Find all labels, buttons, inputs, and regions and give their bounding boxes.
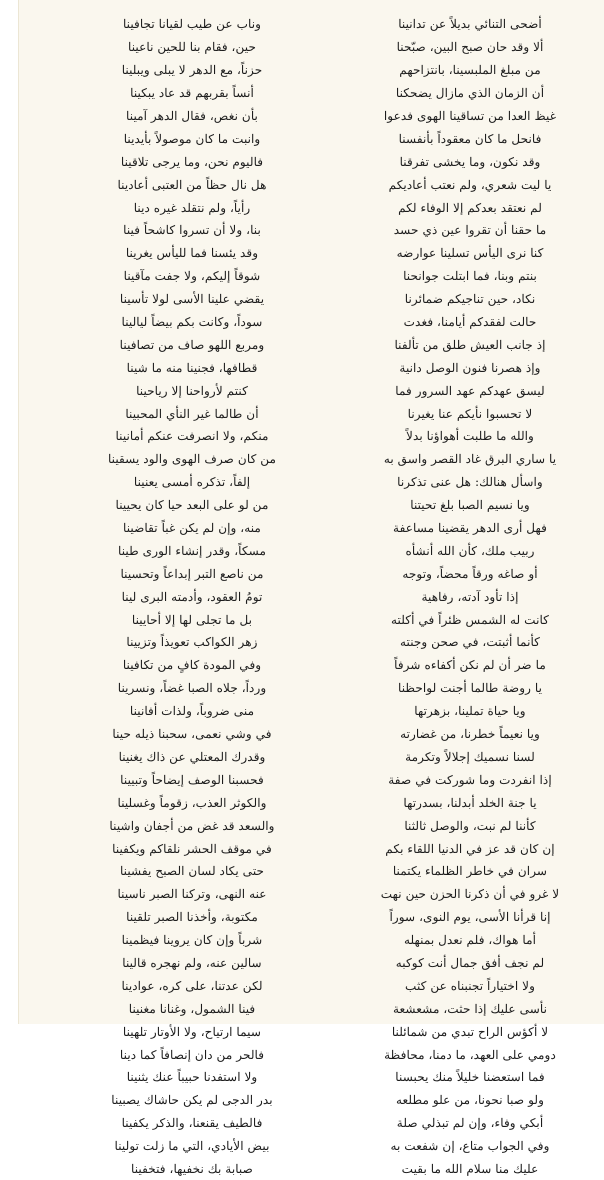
verse-first-hemistich: ربيب ملك، كأن الله أنشأه: [405, 543, 535, 558]
verse-second-hemistich: بل ما تجلى لها إلا أحايينا: [131, 612, 253, 627]
verse-second-hemistich: يقضي علينا الأسى لولا تأسينا: [119, 292, 265, 307]
verse-line: [19, 36, 604, 59]
verse-first-hemistich: أما هواك، فلم نعدل بمنهله: [403, 933, 536, 948]
verse-line: [19, 425, 604, 448]
verse-line: [19, 539, 604, 562]
verse-first-hemistich: إنا قرأنا الأسى، يوم النوى، سوراً: [389, 910, 551, 925]
verse-line: [19, 517, 604, 540]
verse-line: [19, 906, 604, 929]
verse-line: [19, 219, 604, 242]
verse-line: [19, 59, 604, 82]
verse-second-hemistich: فينا الشمول، وغنانا مغنينا: [128, 1001, 256, 1016]
verse-first-hemistich: يا روضة طالما أجنت لواحظنا: [397, 681, 543, 696]
verse-second-hemistich: منى ضروباً، ولذات أفانينا: [129, 704, 255, 719]
verse-first-hemistich: نأسى عليك إذا حثت، مشعشعة: [392, 1001, 548, 1016]
verse-first-hemistich: لا تحسبوا نأيكم عنا يغيرنا: [407, 406, 533, 421]
verse-first-hemistich: إذا انفردت وما شوركت في صفة: [388, 772, 552, 787]
verse-second-hemistich: بأن نغص، فقال الدهر آمينا: [126, 109, 258, 123]
verse-second-hemistich: أنساً بقربهم قد عاد يبكينا: [130, 86, 254, 101]
verse-first-hemistich: إن كان قد عز في الدنيا اللقاء بكم: [385, 841, 555, 856]
verse-line: [19, 288, 604, 311]
verse-line: [19, 952, 604, 975]
verse-second-hemistich: سالين عنه، ولم نهجره قالينا: [122, 955, 262, 970]
verse-line: [19, 654, 604, 677]
verse-second-hemistich: وناب عن طيب لقيانا تجافينا: [122, 17, 262, 32]
verse-second-hemistich: سوداً، وكانت بكم بيضاً ليالينا: [121, 315, 263, 330]
verse-line: [19, 265, 604, 288]
verse-line: [19, 677, 604, 700]
verse-line: [19, 13, 604, 36]
poem-page: [18, 0, 604, 1176]
verse-second-hemistich: شوقاً إليكم، ولا جفت مآقينا: [123, 269, 261, 284]
verse-second-hemistich: أن طالما غير النأي المحبينا: [125, 406, 259, 421]
verse-line: [19, 585, 604, 608]
verse-second-hemistich: تومُ العقود، وأدمته البرى لينا: [121, 589, 263, 604]
verse-first-hemistich: ولا اختياراً تجنبناه عن كثب: [405, 978, 535, 993]
verse-first-hemistich: ويا نعيماً خطرنا، من غضارته: [400, 727, 540, 742]
verse-second-hemistich: بنا، ولا أن تسروا كاشحاً فينا: [123, 223, 261, 238]
verse-line: [19, 997, 604, 1020]
verse-first-hemistich: لا غرو في أن ذكرنا الحزن حين نهت: [380, 887, 560, 902]
verse-second-hemistich: لكن عدتنا، على كره، عوادينا: [121, 978, 263, 993]
verse-second-hemistich: صبابة بك نخفيها، فتخفينا: [131, 1161, 253, 1176]
verse-first-hemistich: والله ما طلبت أهواؤنا بدلاً: [406, 429, 534, 444]
verse-line: [19, 82, 604, 105]
verse-second-hemistich: شرباً وإن كان يروينا فيظمينا: [121, 933, 263, 948]
verse-second-hemistich: ورداً، جلاه الصبا غضاً، ونسرينا: [117, 681, 267, 696]
verse-first-hemistich: إذ جانب العيش طلق من تألفنا: [394, 337, 546, 352]
verse-first-hemistich: لسنا نسميك إجلالاً وتكرمة: [405, 749, 535, 764]
verse-first-hemistich: لا أكؤس الراح تبدي من شمائلنا: [391, 1024, 549, 1039]
verse-first-hemistich: عليك منا سلام الله ما بقيت: [401, 1161, 539, 1176]
verse-line: [19, 105, 604, 128]
verse-second-hemistich: فاليوم نحن، وما يرجى تلاقينا: [120, 154, 264, 169]
verse-first-hemistich: ليسق عهدكم عهد السرور فما: [395, 383, 545, 398]
verse-line: [19, 746, 604, 769]
verse-second-hemistich: حتى يكاد لسان الصبح يفشينا: [119, 864, 265, 879]
verse-first-hemistich: فهل أرى الدهر يقضينا مساعفة: [393, 521, 547, 536]
verse-second-hemistich: حين، فقام بنا للحين ناعينا: [128, 40, 256, 55]
verse-second-hemistich: والكوثر العذب، زقوماً وغسلينا: [117, 795, 267, 810]
verse-second-hemistich: حزناً، مع الدهر لا يبلى ويبلينا: [121, 63, 263, 78]
verse-second-hemistich: فحسبنا الوصف إيضاحاً وتبيينا: [120, 772, 264, 787]
verse-line: [19, 196, 604, 219]
verse-line: [19, 402, 604, 425]
verse-line: [19, 562, 604, 585]
verse-first-hemistich: فما استعضنا خليلاً منك يحبسنا: [395, 1070, 545, 1085]
verse-first-hemistich: يا ليت شعري، ولم نعتب أعاديكم: [388, 177, 552, 192]
verse-second-hemistich: منه، وإن لم يكن غباً تقاضينا: [123, 521, 261, 536]
verse-second-hemistich: من كان صرف الهوى والود يسقينا: [107, 452, 277, 467]
verse-second-hemistich: ولا استفدنا حبيباً عنك يثنينا: [126, 1070, 258, 1085]
verse-second-hemistich: في وشي نعمى، سحبنا ذيله حينا: [112, 727, 272, 742]
verse-first-hemistich: ويا حياة تملينا، بزهرتها: [414, 704, 526, 719]
verse-first-hemistich: يا جنة الخلد أبدلنا، بسدرتها: [403, 795, 537, 810]
verse-second-hemistich: فالحر من دان إنصافاً كما دينا: [119, 1047, 265, 1062]
verse-line: [19, 860, 604, 883]
verse-line: [19, 700, 604, 723]
verse-first-hemistich: ويا نسيم الصبا بلغ تحيتنا: [410, 498, 530, 513]
verse-first-hemistich: فانحل ما كان معقوداً بأنفسنا: [398, 131, 542, 146]
verse-line: [19, 379, 604, 402]
verse-first-hemistich: كانت له الشمس ظئراً في أكلته: [391, 612, 549, 627]
verse-first-hemistich: وفي الجواب متاع، إن شفعت به: [390, 1139, 550, 1154]
verse-line: [19, 1112, 604, 1135]
verse-second-hemistich: سيما ارتياح، ولا الأوتار تلهينا: [122, 1024, 262, 1039]
verse-line: [19, 150, 604, 173]
verse-first-hemistich: كنا نرى اليأس تسلينا عوارضه: [396, 246, 544, 261]
verse-first-hemistich: ولو صبا نحونا، من علو مطلعه: [396, 1093, 544, 1108]
verse-first-hemistich: حالت لفقدكم أيامنا، فغدت: [403, 315, 537, 330]
verse-line: [19, 723, 604, 746]
verse-second-hemistich: من لو على البعد حيا كان يحيينا: [115, 498, 269, 513]
verse-second-hemistich: قطافها، فجنينا منه ما شينا: [126, 360, 258, 375]
verse-second-hemistich: من ناصع التبر إبداعاً وتحسينا: [120, 566, 264, 581]
verse-second-hemistich: وانبت ما كان موصولاً بأيدينا: [123, 131, 261, 146]
verse-line: [19, 791, 604, 814]
verse-first-hemistich: ما حقنا أن تقروا عين ذي حسد: [393, 223, 547, 238]
verse-line: [19, 631, 604, 654]
verse-line: [19, 356, 604, 379]
verse-second-hemistich: في موقف الحشر نلقاكم ويكفينا: [112, 841, 272, 856]
verse-line: [19, 1043, 604, 1066]
verse-line: [19, 494, 604, 517]
verse-second-hemistich: ومربع اللهو صاف من تصافينا: [119, 337, 265, 352]
verse-first-hemistich: ألا وقد حان صبح البين، صبّحنا: [396, 40, 544, 55]
verse-first-hemistich: واسأل هنالك: هل عنى تذكرنا: [397, 475, 543, 490]
verse-first-hemistich: دومي على العهد، ما دمنا، محافظة: [384, 1047, 556, 1062]
verse-first-hemistich: وقد نكون، وما يخشى تفرقنا: [399, 154, 541, 169]
verse-second-hemistich: رأياً، ولم نتقلد غيره دينا: [133, 200, 251, 215]
verse-first-hemistich: أضحى التنائي بديلاً عن تدانينا: [398, 17, 542, 32]
verse-first-hemistich: كأنما أثبتت، في صحن وجنته: [400, 635, 540, 650]
verse-first-hemistich: ما ضر أن لم نكن أكفاءه شرفاً: [394, 658, 546, 673]
verse-second-hemistich: زهر الكواكب تعويذاً وتزيينا: [126, 635, 258, 650]
verse-line: [19, 1066, 604, 1089]
verse-second-hemistich: بيض الأيادي، التي ما زلت تولينا: [114, 1139, 270, 1154]
verse-second-hemistich: فالطيف يقنعنا، والذكر يكفينا: [121, 1116, 263, 1131]
verse-first-hemistich: سران في خاطر الظلماء يكتمنا: [392, 864, 548, 879]
verse-first-hemistich: كأننا لم نبت، والوصل ثالثنا: [404, 818, 536, 833]
verse-second-hemistich: مسكاً، وقدر إنشاء الورى طينا: [118, 543, 266, 558]
verse-first-hemistich: نكاد، حين تناجيكم ضمائرنا: [404, 292, 536, 307]
verse-line: [19, 127, 604, 150]
verse-first-hemistich: وإذ هصرنا فنون الوصل دانية: [399, 360, 541, 375]
verse-first-hemistich: غيظ العدا من تساقينا الهوى فدعوا: [383, 109, 557, 123]
verse-line: [19, 448, 604, 471]
verse-line: [19, 242, 604, 265]
verse-line: [19, 311, 604, 334]
verse-line: [19, 837, 604, 860]
verse-second-hemistich: والسعد قد غض من أجفان واشينا: [109, 818, 275, 833]
verse-second-hemistich: منكم، ولا انصرفت عنكم أمانينا: [115, 429, 269, 444]
verse-line: [19, 1089, 604, 1112]
verse-line: [19, 974, 604, 997]
poem-text: [19, 13, 604, 1180]
verse-second-hemistich: وقدرك المعتلي عن ذاك يغنينا: [118, 749, 266, 764]
verse-line: [19, 173, 604, 196]
verse-first-hemistich: أو صاغه ورقاً محضاً، وتوجه: [402, 566, 538, 581]
verse-line: [19, 814, 604, 837]
verse-second-hemistich: عنه النهى، وتركنا الصبر ناسينا: [117, 887, 267, 902]
verse-line: [19, 608, 604, 631]
verse-first-hemistich: بنتم وبنا، فما ابتلت جوانحنا: [403, 269, 537, 284]
verse-first-hemistich: أن الزمان الذي مازال يضحكنا: [395, 86, 545, 101]
verse-line: [19, 929, 604, 952]
verse-first-hemistich: لم نعتقد بعدكم إلا الوفاء لكم: [398, 200, 542, 215]
verse-first-hemistich: لم نجف أفق جمال أنت كوكبه: [395, 955, 545, 970]
verse-second-hemistich: وقد يئسنا فما لليأس يغرينا: [125, 246, 259, 261]
verse-second-hemistich: كنتم لأرواحنا إلا رياحينا: [136, 383, 248, 398]
verse-second-hemistich: إلفاً، تذكره أمسى يعنينا: [133, 475, 251, 490]
verse-first-hemistich: أبكي وفاء، وإن لم تبذلي صلة: [396, 1116, 544, 1131]
verse-first-hemistich: يا ساري البرق غاد القصر واسق به: [383, 452, 557, 467]
verse-line: [19, 1135, 604, 1158]
verse-first-hemistich: من مبلغ الملبسينا، بانتزاحهم: [399, 63, 541, 78]
verse-line: [19, 471, 604, 494]
verse-second-hemistich: مكتوبة، وأخذنا الصبر تلقينا: [126, 910, 258, 925]
verse-first-hemistich: إذا تأود آدته، رفاهية: [421, 589, 519, 604]
verse-line: [19, 883, 604, 906]
verse-line: [19, 1158, 604, 1180]
verse-line: [19, 768, 604, 791]
verse-second-hemistich: وفي المودة كافٍ من تكافينا: [122, 658, 262, 673]
verse-line: [19, 333, 604, 356]
verse-second-hemistich: هل نال حظاً من العتبى أعادينا: [117, 177, 267, 192]
verse-second-hemistich: بدر الدجى لم يكن حاشاك يصبينا: [111, 1093, 273, 1108]
